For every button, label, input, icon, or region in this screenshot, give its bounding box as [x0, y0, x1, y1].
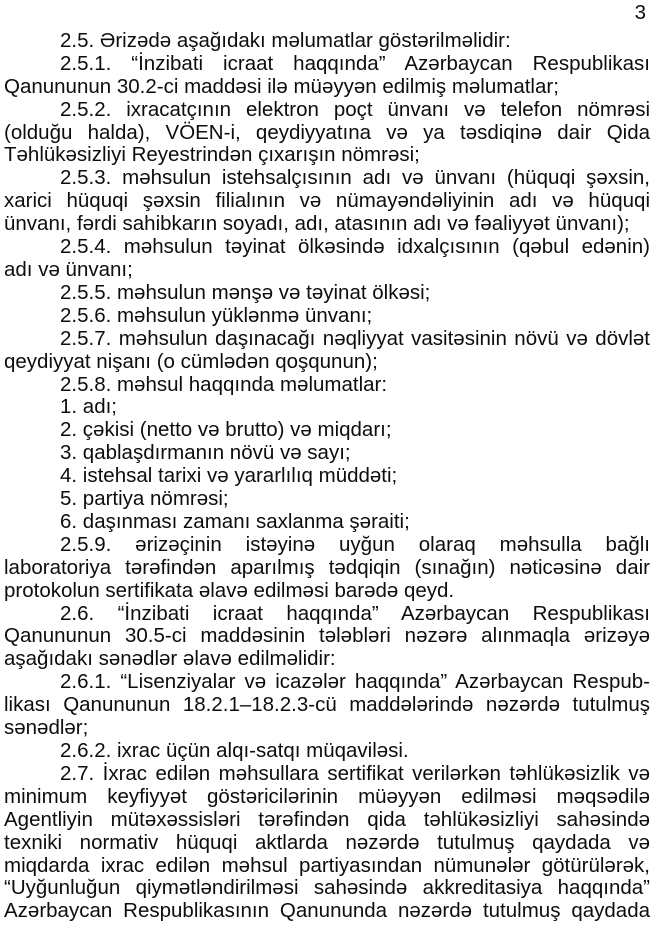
text-line: Qanununun 30.5-ci maddəsinin tələbləri nəzərə alınmaqla ərizəyə — [4, 624, 650, 648]
text-line: 2.6.2. ixrac üçün alqı-satqı müqaviləsi. — [60, 739, 409, 762]
text-line: Təhlükəsizliyi Reyestrindən çıxarışın nömrəsi; — [4, 143, 420, 167]
text-line: 1. adı; — [60, 395, 117, 419]
text-line: Azərbaycan Respublikasının Qanununda nəzərdə tutulmuş qaydada — [4, 899, 650, 923]
text-line: 4. istehsal tarixi və yararlılıq müddəti; — [60, 464, 398, 488]
text-line: (olduğu halda), VÖEN-i, qeydiyyatına və ya təsdiqinə dair Qida — [4, 120, 650, 144]
text-line: 2.5.3. məhsulun istehsalçısının adı və ünvanı (hüquqi şəxsin, — [60, 166, 650, 190]
text-line: aşağıdakı sənədlər əlavə edilməlidir: — [4, 647, 336, 671]
text-line: 5. partiya nömrəsi; — [60, 487, 229, 511]
text-line: 2.5.5. məhsulun mənşə və təyinat ölkəsi; — [60, 280, 431, 304]
text-line: texniki normativ hüquqi aktlarda nəzərdə tutulmuş qaydada və — [4, 830, 650, 854]
text-line: 6. daşınması zamanı saxlanma şəraiti; — [60, 509, 410, 533]
text-line: laboratoriya tərəfindən aparılmış tədqiqin (sınağın) nəticəsinə dair — [4, 555, 650, 579]
text-line: 2.6. “İnzibati icraat haqqında” Azərbaycan Respublikası — [60, 601, 650, 625]
page-number: 3 — [634, 1, 646, 24]
text-line: 2.5. Ərizədə aşağıdakı məlumatlar göstərilməlidir: — [60, 28, 511, 52]
text-line: ünvanı, fərdi sahibkarın soyadı, adı, atasının adı və fəaliyyət ünvanı); — [4, 212, 630, 236]
text-line: miqdarda ixrac edilən məhsul partiyasından nümunələr götürülərək, — [4, 853, 650, 877]
text-line: likası Qanununun 18.2.1–18.2.3-cü maddələrində nəzərdə tutulmuş — [4, 693, 650, 717]
text-line: protokolun sertifikata əlavə edilməsi barədə qeyd. — [4, 578, 455, 602]
text-line: 2.5.2. ixracatçının elektron poçt ünvanı və telefon nömrəsi — [60, 97, 650, 121]
text-line: adı və ünvanı; — [4, 257, 133, 281]
text-line: 2.5.9. ərizəçinin istəyinə uyğun olaraq məhsulla bağlı — [60, 532, 650, 556]
text-line: 2.6.1. “Lisenziyalar və icazələr haqqında” Azərbaycan Respub- — [60, 670, 650, 694]
text-line: minimum keyfiyyət göstəricilərinin müəyyən edilməsi məqsədilə — [4, 784, 650, 808]
text-line: 2. çəkisi (netto və brutto) və miqdarı; — [60, 418, 392, 442]
text-line: qeydiyyat nişanı (o cümlədən qoşqunun); — [4, 349, 378, 373]
text-line: sənədlər; — [4, 716, 89, 740]
text-line: 3. qablaşdırmanın növü və sayı; — [60, 441, 351, 465]
text-line: xarici hüquqi şəxsin filialının və nümayəndəliyinin adı və hüquqi — [4, 189, 650, 213]
text-line: 2.7. İxrac edilən məhsullara sertifikat verilərkən təhlükəsizlik və — [60, 761, 650, 785]
text-line: 2.5.8. məhsul haqqında məlumatlar: — [60, 372, 388, 396]
text-line: 2.5.6. məhsulun yüklənmə ünvanı; — [60, 303, 373, 327]
text-line: 2.5.7. məhsulun daşınacağı nəqliyyat vasitəsinin növü və dövlət — [60, 326, 650, 350]
text-line: “Uyğunluğun qiymətləndirilməsi sahəsində akkreditasiya haqqında” — [4, 876, 650, 900]
text-line: 2.5.1. “İnzibati icraat haqqında” Azərbaycan Respublikası — [60, 51, 650, 75]
document-body — [4, 30, 650, 923]
text-line: Agentliyin mütəxəssisləri tərəfindən qida təhlükəsizliyi sahəsində — [4, 807, 650, 831]
text-line: 2.5.4. məhsulun təyinat ölkəsində idxalçısının (qəbul edənin) — [60, 235, 650, 259]
text-line: Qanununun 30.2-ci maddəsi ilə müəyyən edilmiş məlumatlar; — [4, 74, 559, 98]
